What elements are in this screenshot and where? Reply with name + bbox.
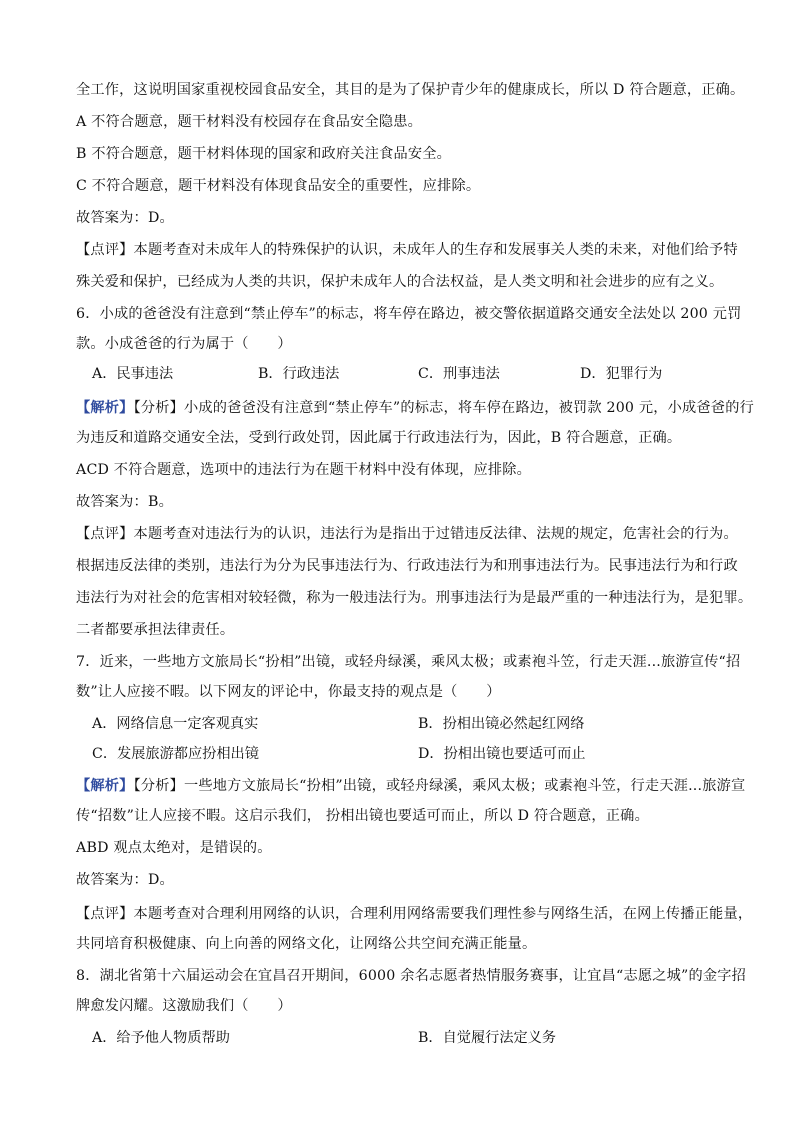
question-6-stem: 6．小成的爸爸没有注意到“禁止停车”的标志，将车停在路边，被交警依据道路交通安全法处以 200 元罚 <box>76 306 742 322</box>
analysis-text: 【分析】一些地方文旅局长“扮相”出镜，或轻舟绿溪，乘风太极；或素袍斗笠，行走天涯...旅游宣 <box>133 778 746 794</box>
question-8-stem: 8．湖北省第十六届运动会在宜昌召开期间，6000 余名志愿者热情服务赛事，让宜昌“志愿之城”的金字招 <box>76 968 747 984</box>
analysis-text: 【分析】小成的爸爸没有注意到“禁止停车”的标志，将车停在路边，被罚款 200 元，小成爸爸的行 <box>133 400 754 416</box>
question-7-option-d: D．扮相出镜也要适可而止 <box>418 746 586 762</box>
analysis-tag: 【解析】 <box>76 778 134 794</box>
question-6-analysis: 为违反和道路交通安全法，受到行政处罚，因此属于行政违法行为，因此，B 符合题意，正确。 <box>76 430 682 446</box>
question-7-stem: 数”让人应接不暇。以下网友的评论中，你最支持的观点是（ ） <box>76 684 501 700</box>
question-7-analysis <box>76 776 756 796</box>
review-line: 【点评】本题考查对未成年人的特殊保护的认识，未成年人的生存和发展事关人类的未来，对他们给予特 <box>76 242 738 258</box>
question-7-answer: 故答案为：D。 <box>76 872 174 888</box>
question-8-option-a: A．给予他人物质帮助 <box>92 1030 230 1046</box>
text-line: A 不符合题意，题干材料没有校园存在食品安全隐患。 <box>76 114 423 130</box>
question-7-option-b: B．扮相出镜必然起红网络 <box>418 716 585 732</box>
question-6-option-c: C．刑事违法 <box>418 366 500 382</box>
question-6-review: 违法行为对社会的危害相对较轻微，称为一般违法行为。刑事违法行为是最严重的一种违法行为，是犯罪。 <box>76 590 753 606</box>
question-8-option-b: B．自觉履行法定义务 <box>418 1030 557 1046</box>
question-6-review: 二者都要承担法律责任。 <box>76 622 235 638</box>
text-line: 全工作，这说明国家重视校园食品安全，其目的是为了保护青少年的健康成长，所以 D 符合题意，正确。 <box>76 82 745 98</box>
question-6-stem: 款。小成爸爸的行为属于（ ） <box>76 336 292 352</box>
text-line: C 不符合题意，题干材料没有体现食品安全的重要性，应排除。 <box>76 178 481 194</box>
question-6-review: 根据违反法律的类别，违法行为分为民事违法行为、行政违法行为和刑事违法行为。民事违法行为和行政 <box>76 558 738 574</box>
question-7-stem: 7．近来，一些地方文旅局长“扮相”出镜，或轻舟绿溪，乘风太极；或素袍斗笠，行走天涯...旅游宣传“招 <box>76 654 741 670</box>
question-7-option-a: A．网络信息一定客观真实 <box>92 716 259 732</box>
question-6-answer: 故答案为：B。 <box>76 494 173 510</box>
question-6-review: 【点评】本题考查对违法行为的认识，违法行为是指出于过错违反法律、法规的规定，危害社会的行为。 <box>76 526 738 542</box>
answer-line: 故答案为：D。 <box>76 210 174 226</box>
question-6-option-a: A．民事违法 <box>92 366 174 382</box>
question-6-option-b: B．行政违法 <box>258 366 340 382</box>
question-6-analysis <box>76 398 756 418</box>
analysis-tag: 【解析】 <box>76 400 134 416</box>
question-8-stem: 牌愈发闪耀。这激励我们（ ） <box>76 998 292 1014</box>
question-6-option-d: D．犯罪行为 <box>580 366 663 382</box>
text-line: B 不符合题意，题干材料体现的国家和政府关注食品安全。 <box>76 146 452 162</box>
question-7-review: 共同培育积极健康、向上向善的网络文化，让网络公共空间充满正能量。 <box>76 936 537 952</box>
question-7-analysis: ABD 观点太绝对，是错误的。 <box>76 840 272 856</box>
question-7-review: 【点评】本题考查对合理利用网络的认识，合理利用网络需要我们理性参与网络生活，在网上传播正能量， <box>76 906 753 922</box>
question-7-analysis: 传“招数”让人应接不暇。这启示我们， 扮相出镜也要适可而止，所以 D 符合题意，正确。 <box>76 808 649 824</box>
review-line: 殊关爱和保护，已经成为人类的共识，保护未成年人的合法权益，是人类文明和社会进步的应有之义。 <box>76 274 724 290</box>
question-6-analysis: ACD 不符合题意，选项中的违法行为在题干材料中没有体现，应排除。 <box>76 462 532 478</box>
question-7-option-c: C．发展旅游都应扮相出镜 <box>92 746 259 762</box>
